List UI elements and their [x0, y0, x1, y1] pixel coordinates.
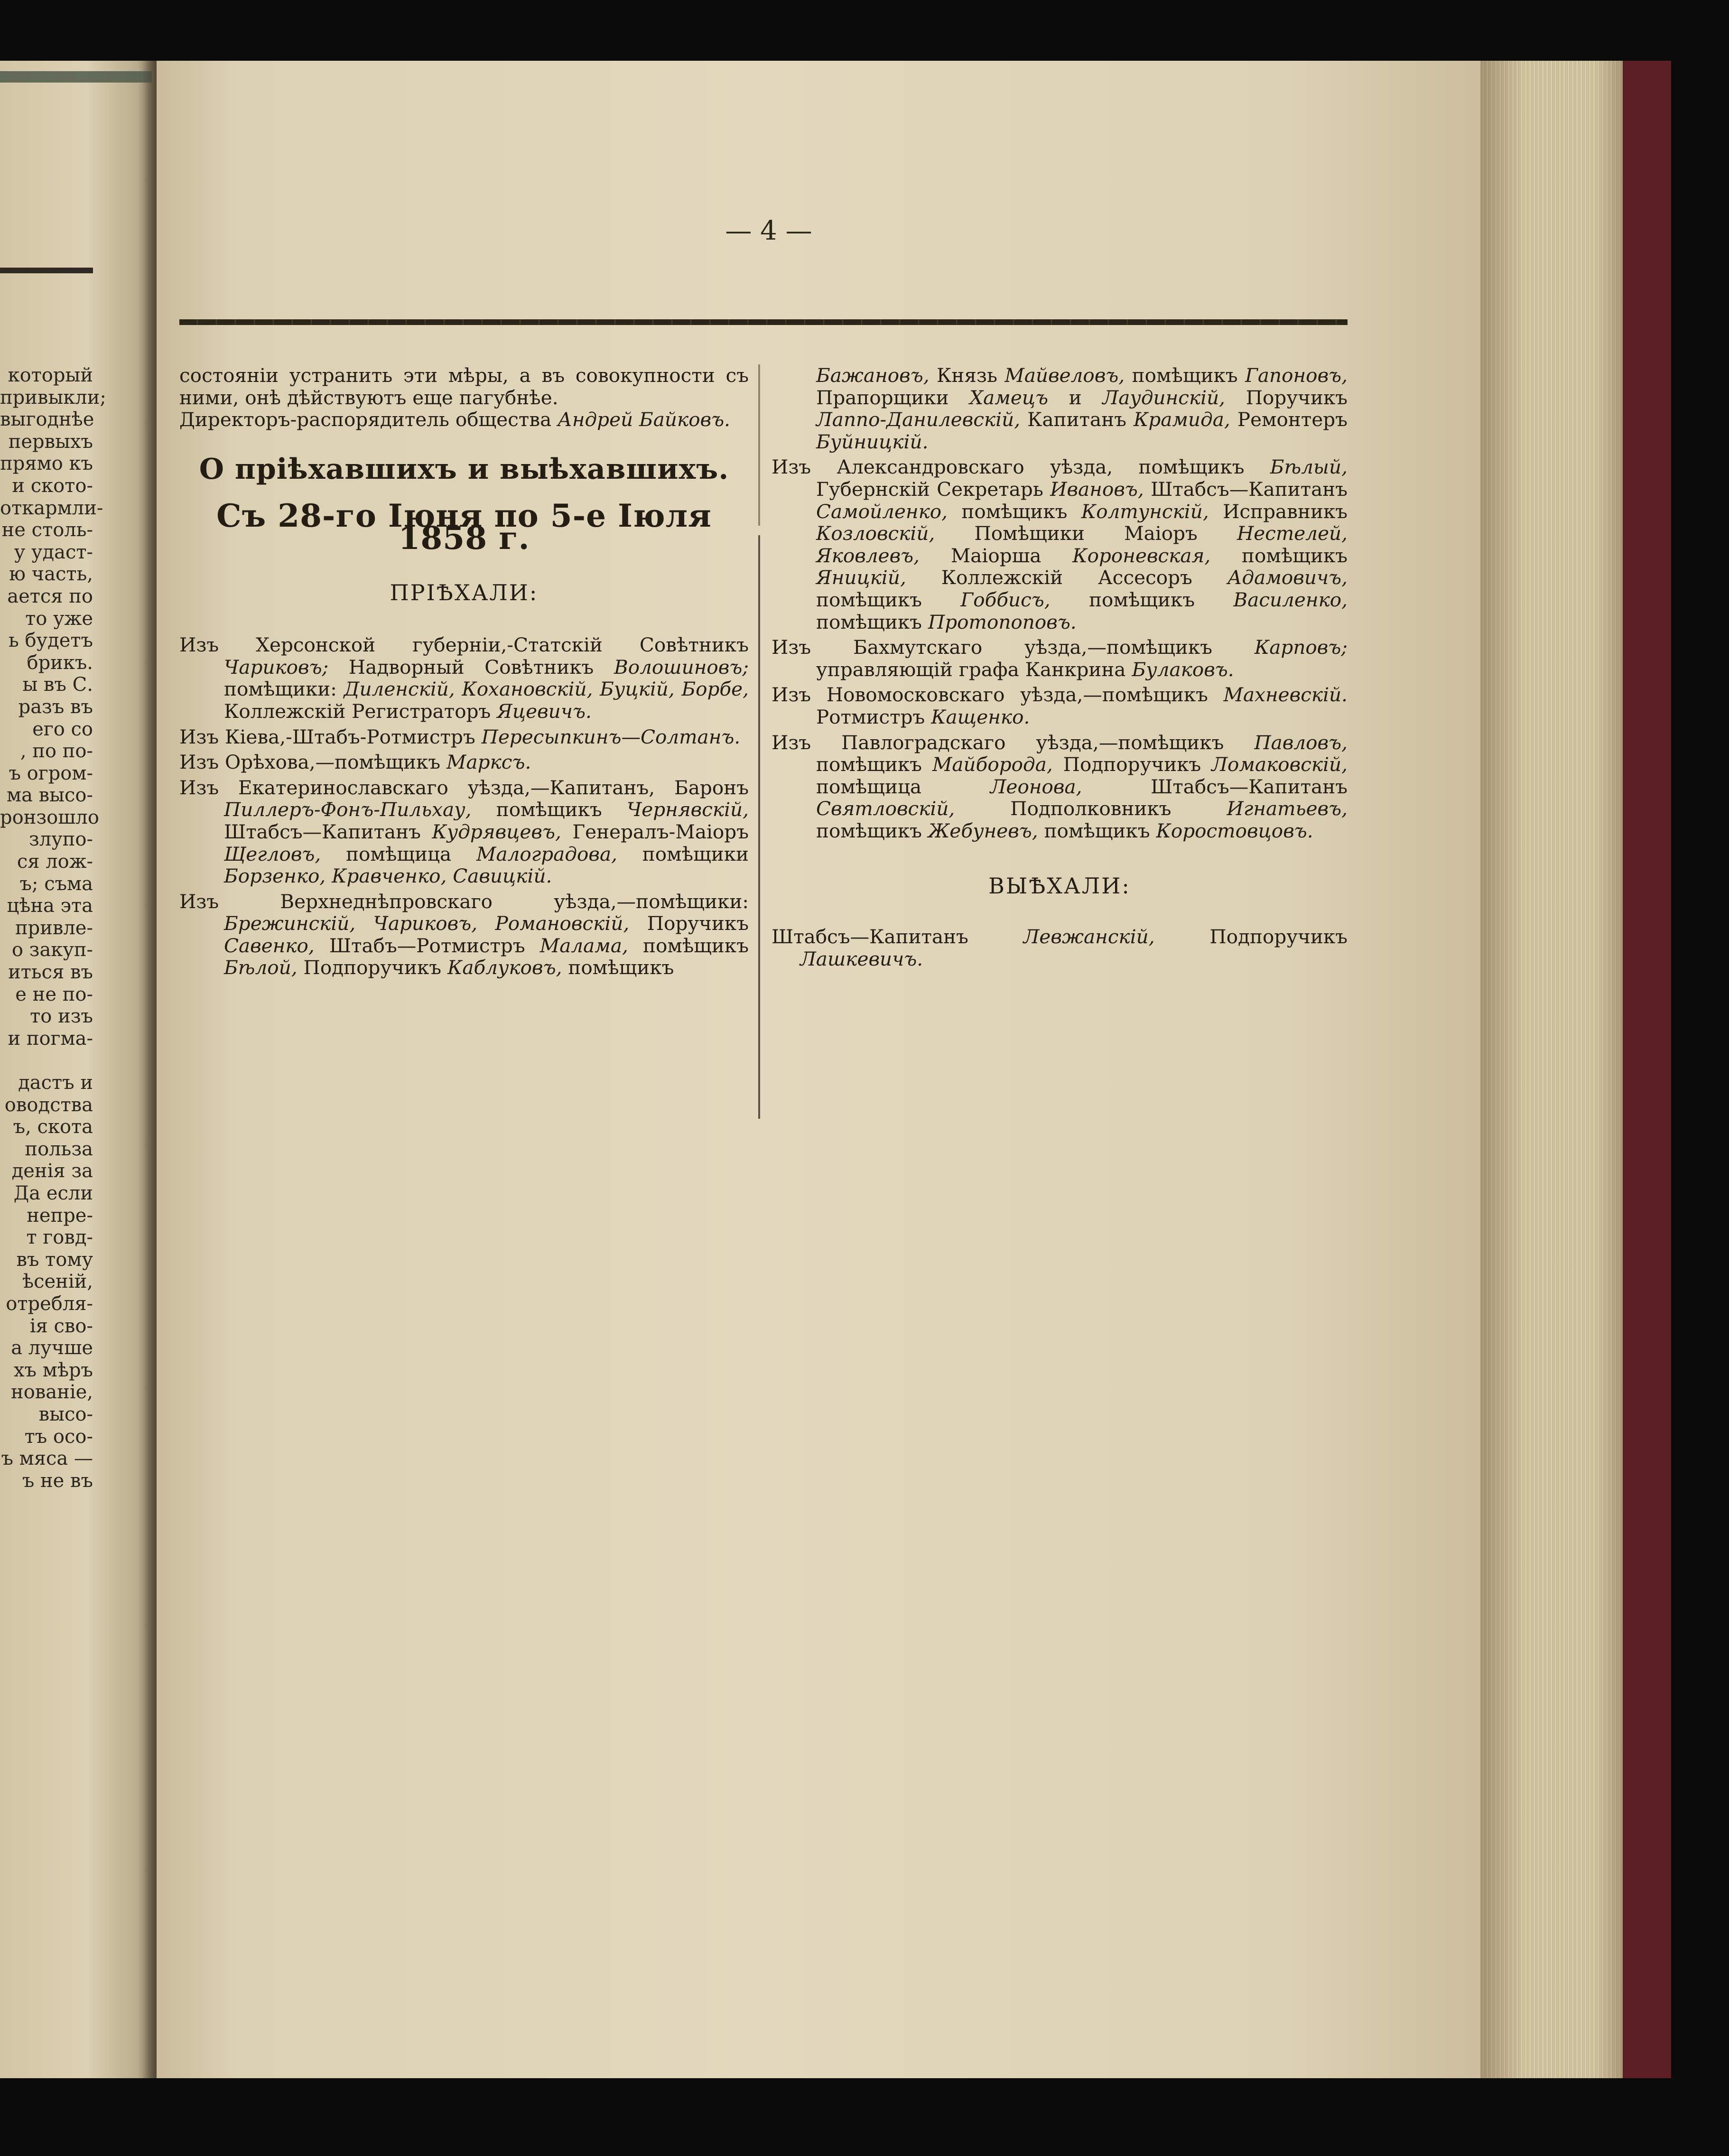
left-page-line: въ тому: [16, 1248, 93, 1271]
left-page-line: ю часть,: [9, 563, 93, 585]
book-scan: [0, 61, 1671, 2078]
left-page-line: ъ мяса —: [1, 1448, 93, 1470]
left-page-line: ы въ С.: [22, 674, 93, 696]
signature: Директоръ-распорядитель общества Андрей Байковъ.: [179, 408, 731, 431]
page-number: — 4 —: [725, 215, 812, 246]
left-page-line: иться въ: [8, 961, 93, 984]
intro-paragraph: состоянiи устранить эти мѣры, а въ совокупности съ ними, онѣ дѣйствуютъ еще пагубнѣе. Директоръ-распорядитель общества Андрей Байковъ.: [179, 364, 749, 431]
left-page-line: дастъ и: [18, 1072, 93, 1094]
left-page-line: непре-: [27, 1204, 93, 1227]
left-page-rule: [0, 268, 93, 273]
left-page-line: ь будетъ: [9, 630, 93, 652]
left-page-line: первыхъ: [8, 430, 93, 453]
left-page-line: отребля-: [6, 1292, 93, 1315]
left-page-line: [0, 1050, 93, 1072]
left-page-line: ія сво-: [29, 1315, 93, 1337]
left-page-fragment: [0, 61, 157, 2078]
left-page-line: не столь-: [1, 519, 93, 541]
left-column: [179, 364, 749, 982]
left-page-line: т говд-: [26, 1227, 93, 1249]
left-page-line: е не по-: [15, 983, 93, 1005]
left-page-line: ма высо-: [6, 784, 93, 807]
left-page-line: который: [8, 364, 93, 386]
arrival-entry: Изъ Новомосковскаго уѣзда,—помѣщикъ Махневскiй. Ротмистръ Кащенко.: [772, 683, 1348, 728]
column-divider-top: [758, 364, 760, 526]
left-page-line: ъ; съма: [19, 873, 93, 895]
arrival-entry: Изъ Бахмутскаго уѣзда,—помѣщикъ Карповъ; управляющiй графа Канкрина Булаковъ.: [772, 636, 1348, 681]
departure-entry: Штабсъ—Капитанъ Левжанскiй, Подпоручикъ Лашкевичъ.: [772, 925, 1348, 970]
left-page-line: ѣсеній,: [22, 1271, 93, 1293]
left-page-line: брикъ.: [27, 651, 93, 674]
left-page-line: ъ не въ: [22, 1469, 93, 1492]
left-page-line: о закуп-: [11, 939, 93, 961]
left-page-text: [0, 364, 106, 1492]
left-page-line: тъ осо-: [24, 1425, 93, 1448]
left-page-line: его со: [32, 718, 93, 740]
arrival-entry: Изъ Верхнеднѣпровскаго уѣзда,—помѣщики: Брежинскiй, Чариковъ, Романовскiй, Поручикъ Савенко, Штабъ—Ротмистръ Малама, помѣщикъ Бѣлой, Подпоручикъ Каблуковъ, помѣщикъ: [179, 890, 749, 979]
left-page-line: откармли-: [0, 497, 103, 519]
arrival-entry: Изъ Херсонской губернiи,-Статскiй Совѣтникъ Чариковъ; Надворный Совѣтникъ Волошиновъ; помѣщики: Диленскiй, Кохановскiй, Буцкiй, Борбе, Коллежскiй Регистраторъ Яцевичъ.: [179, 633, 749, 723]
left-page-line: ъ огром-: [9, 762, 93, 784]
left-page-line: разъ въ: [18, 696, 93, 718]
left-page-line: выгоднѣе: [0, 409, 94, 431]
departed-heading: ВЫѢХАЛИ:: [988, 873, 1131, 899]
arrived-heading: ПРІѢХАЛИ:: [390, 579, 539, 605]
left-page-line: оводства: [4, 1094, 93, 1116]
left-page-line: ронзошло: [0, 806, 99, 828]
left-page-line: Да если: [13, 1182, 93, 1204]
left-page-line: привле-: [15, 917, 93, 939]
arrival-entry-continued: Бажановъ, Князь Майвеловъ, помѣщикъ Гапоновъ, Прапорщики Хамецъ и Лаудинскiй, Поручикъ Лаппо-Данилевскiй, Капитанъ Крамида, Ремонтеръ Буйницкiй.: [816, 364, 1348, 453]
arrival-entry: Изъ Кiева,-Штабъ-Ротмистръ Пересыпкинъ—Солтанъ.: [179, 725, 741, 748]
left-page-line: ается по: [7, 585, 93, 607]
left-page-line: , по по-: [20, 740, 93, 762]
main-page: [157, 61, 1485, 2078]
left-page-line: хъ мѣръ: [13, 1359, 93, 1381]
left-page-line: ъ, скота: [13, 1116, 93, 1138]
arrival-entry: Изъ Орѣхова,—помѣщикъ Марксъ.: [179, 751, 531, 774]
right-column: [772, 364, 1348, 970]
left-page-line: а лучше: [11, 1337, 93, 1359]
arrival-entry: Изъ Павлоградскаго уѣзда,—помѣщикъ Павловъ, помѣщикъ Майборода, Подпоручикъ Ломаковскiй, помѣщица Леонова, Штабсъ—Капитанъ Святловскiй, Подполковникъ Игнатьевъ, помѣщикъ Жебуневъ, помѣщикъ Коростовцовъ.: [772, 731, 1348, 842]
column-divider: [758, 535, 760, 1119]
arrival-entry: Изъ Александровскаго уѣзда, помѣщикъ Бѣлый, Губернскiй Секретарь Ивановъ, Штабсъ—Капитанъ Самойленко, помѣщикъ Колтунскiй, Исправникъ Козловскiй, Помѣщики Маiоръ Нестелей, Яковлевъ, Маiорша Короневская, помѣщикъ Яницкiй, Коллежскiй Ассесоръ Адамовичъ, помѣщикъ Гоббисъ, помѣщикъ Василенко, помѣщикъ Протопоповъ.: [772, 455, 1348, 633]
section-title: О прiѣхавшихъ и выѣхавшихъ.: [199, 452, 729, 486]
book-ribbon: [0, 71, 152, 83]
left-page-line: нованіе,: [11, 1381, 93, 1403]
left-page-line: польза: [25, 1138, 93, 1160]
signature-name: Андрей Байковъ.: [558, 408, 731, 431]
left-page-line: то уже: [25, 607, 93, 630]
left-page-line: то изъ: [30, 1005, 93, 1028]
left-page-line: прямо къ: [0, 453, 93, 475]
left-page-line: и погма-: [8, 1027, 93, 1050]
left-page-line: и ското-: [12, 474, 93, 497]
arrival-entry: Изъ Екатеринославскаго уѣзда,—Капитанъ, Баронъ Пиллеръ-Фонъ-Пильхау, помѣщикъ Чернявскiй, Штабсъ—Капитанъ Кудрявцевъ, Генералъ-Маiоръ Щегловъ, помѣщица Малоградова, помѣщики Борзенко, Кравченко, Савицкiй.: [179, 776, 749, 888]
left-page-line: привыкли;: [0, 386, 106, 409]
section-date: Съ 28-го Іюня по 5-е Іюля 1858 г.: [216, 497, 712, 557]
left-page-line: ся лож-: [17, 851, 93, 873]
left-page-line: высо-: [38, 1403, 93, 1425]
header-rule: [179, 319, 1348, 325]
left-page-line: цѣна эта: [7, 895, 93, 917]
left-page-line: у удаст-: [14, 541, 93, 563]
left-page-line: денія за: [11, 1160, 93, 1182]
left-page-line: злупо-: [28, 828, 93, 851]
